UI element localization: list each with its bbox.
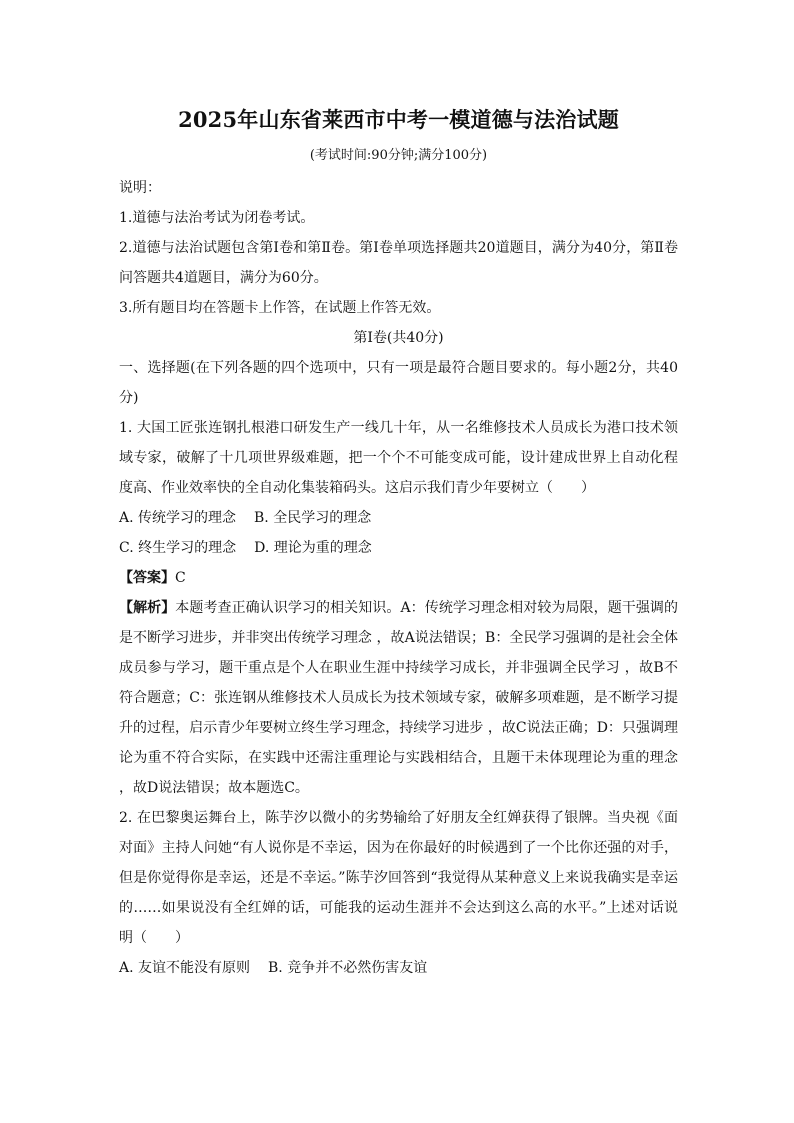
question-1-analysis	[119, 593, 678, 803]
question-1-options-row-2	[119, 533, 678, 563]
analysis-text: 本题考查正确认识学习的相关知识。A：传统学习理念相对较为局限，题干强调的是不断学习进步，并非突出传统学习理念 ，故A说法错误；B：全民学习强调的是社会全体成员参与学习，题干重点是个人在职业生涯中持续学习成长，并非强调全民学习 ，故B不符合题意；C：张连钢从维修技术人员成长为技术领域专家，破解多项难题，是不断学习提升的过程，启示青少年要树立终生学习理念，持续学习进步 ，故C说法正确；D：只强调理论为重不符合实际，在实践中还需注重理论与实践相结合，且题干未体现理论为重的理念 ，故D说法错误；故本题选C。	[119, 600, 678, 796]
exam-subtitle: (考试时间:90分钟;满分100分)	[309, 148, 488, 163]
analysis-tag: 【解析】	[119, 600, 176, 616]
question-1-stem: 1. 大国工匠张连钢扎根港口研发生产一线几十年，从一名维修技术人员成长为港口技术领域专家，破解了十几项世界级难题，把一个个不可能变成可能，设计建成世界上自动化程度高、作业效率快的全自动化集装箱码头。这启示我们青少年要树立（ ）	[119, 420, 678, 496]
section-heading: 第Ⅰ卷(共40分)	[353, 330, 444, 346]
instruction-item-1: 1.道德与法治考试为闭卷考试。	[119, 210, 315, 226]
question-1-option-b: B. 全民学习的理念	[254, 510, 372, 526]
question-1-answer	[119, 563, 678, 593]
question-1-option-d: D. 理论为重的理念	[254, 540, 372, 556]
exam-title: 2025年山东省莱西市中考一模道德与法治试题	[178, 107, 619, 132]
question-1-options-row-1	[119, 503, 678, 533]
instruction-item-3: 3.所有题目均在答题卡上作答，在试题上作答无效。	[119, 300, 441, 316]
answer-value: C	[175, 570, 186, 586]
question-2-stem: 2. 在巴黎奥运舞台上，陈芋汐以微小的劣势输给了好朋友全红婵获得了银牌。当央视《面对面》主持人问她“有人说你是不幸运，因为在你最好的时候遇到了一个比你还强的对手，但是你觉得你是幸运，还是不幸运。”陈芋汐回答到“我觉得从某种意义上来说我确实是幸运的……如果说没有全红婵的话，可能我的运动生涯并不会达到这么高的水平。”上述对话说明（ ）	[119, 810, 678, 946]
part-intro: 一、选择题(在下列各题的四个选项中，只有一项是最符合题目要求的。每小题2分，共40分)	[119, 360, 678, 406]
answer-tag: 【答案】	[119, 570, 175, 586]
instructions-label: 说明：	[119, 180, 161, 196]
instruction-item-2: 2.道德与法治试题包含第Ⅰ卷和第Ⅱ卷。第Ⅰ卷单项选择题共20道题目，满分为40分，第Ⅱ卷问答题共4道题目，满分为60分。	[119, 240, 678, 286]
question-1-option-c: C. 终生学习的理念	[119, 540, 237, 556]
question-2-option-a: A. 友谊不能没有原则	[119, 960, 251, 976]
question-2-option-b: B. 竞争并不必然伤害友谊	[268, 960, 428, 976]
question-1-option-a: A. 传统学习的理念	[119, 510, 237, 526]
question-2-options-row-1	[119, 953, 678, 983]
